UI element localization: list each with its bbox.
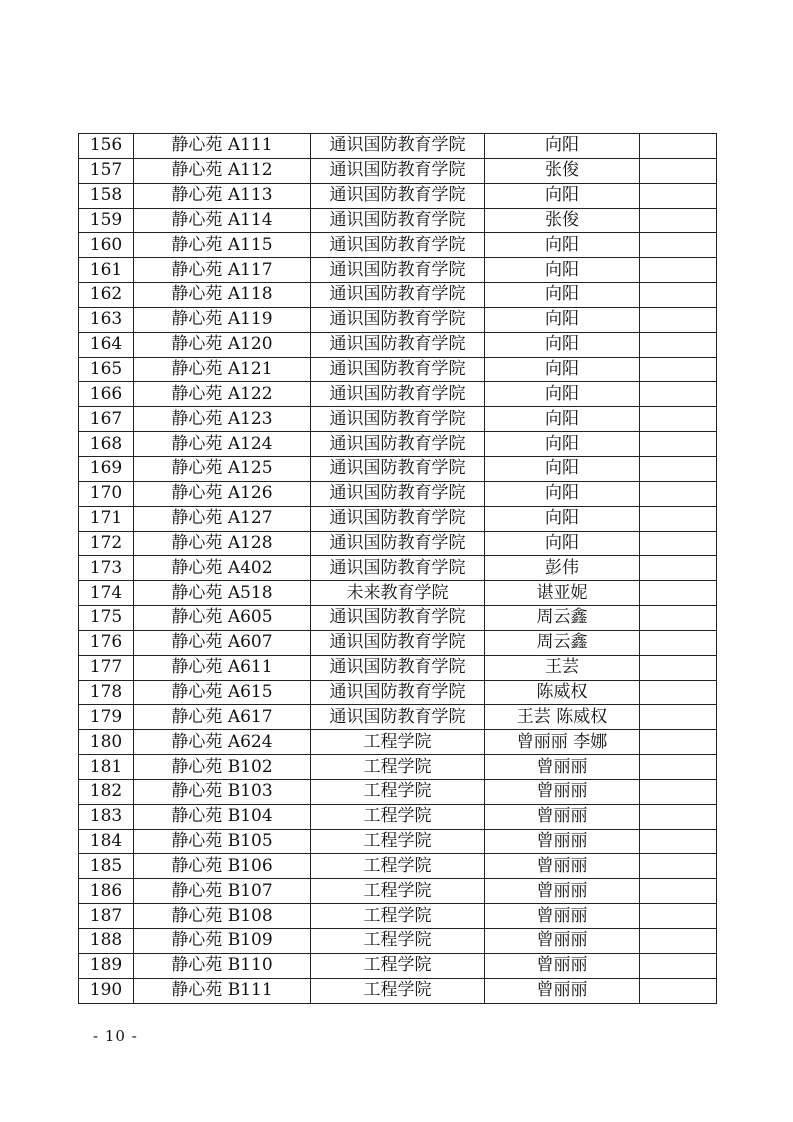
- row-number-cell: 169: [79, 456, 134, 481]
- row-number-cell: 171: [79, 506, 134, 531]
- person-cell: 曾丽丽: [485, 804, 640, 829]
- room-cell: 静心苑 A611: [134, 655, 311, 680]
- college-cell: 工程学院: [311, 904, 485, 929]
- note-cell: [640, 929, 717, 954]
- note-cell: [640, 829, 717, 854]
- college-cell: 工程学院: [311, 829, 485, 854]
- row-number-cell: 184: [79, 829, 134, 854]
- table-row: [79, 158, 717, 183]
- room-cell: 静心苑 A124: [134, 432, 311, 457]
- row-number-cell: 164: [79, 332, 134, 357]
- college-cell: 工程学院: [311, 929, 485, 954]
- row-number-cell: 187: [79, 904, 134, 929]
- room-cell: 静心苑 A617: [134, 705, 311, 730]
- person-cell: 曾丽丽: [485, 978, 640, 1003]
- college-cell: 通识国防教育学院: [311, 357, 485, 382]
- person-cell: 向阳: [485, 456, 640, 481]
- college-cell: 通识国防教育学院: [311, 680, 485, 705]
- dormitory-assignment-table: [78, 133, 717, 1004]
- room-cell: 静心苑 A122: [134, 382, 311, 407]
- person-cell: 向阳: [485, 407, 640, 432]
- college-cell: 工程学院: [311, 879, 485, 904]
- college-cell: 通识国防教育学院: [311, 606, 485, 631]
- note-cell: [640, 481, 717, 506]
- note-cell: [640, 233, 717, 258]
- college-cell: 工程学院: [311, 755, 485, 780]
- person-cell: 曾丽丽: [485, 929, 640, 954]
- row-number-cell: 167: [79, 407, 134, 432]
- room-cell: 静心苑 A624: [134, 730, 311, 755]
- person-cell: 向阳: [485, 332, 640, 357]
- college-cell: 通识国防教育学院: [311, 432, 485, 457]
- person-cell: 曾丽丽: [485, 755, 640, 780]
- table-row: [79, 357, 717, 382]
- table-row: [79, 258, 717, 283]
- room-cell: 静心苑 B106: [134, 854, 311, 879]
- college-cell: 工程学院: [311, 804, 485, 829]
- person-cell: 向阳: [485, 481, 640, 506]
- table-row: [79, 134, 717, 159]
- college-cell: 通识国防教育学院: [311, 283, 485, 308]
- table-row: [79, 481, 717, 506]
- row-number-cell: 170: [79, 481, 134, 506]
- note-cell: [640, 680, 717, 705]
- college-cell: 通识国防教育学院: [311, 307, 485, 332]
- person-cell: 彭伟: [485, 556, 640, 581]
- room-cell: 静心苑 B110: [134, 953, 311, 978]
- note-cell: [640, 456, 717, 481]
- person-cell: 向阳: [485, 357, 640, 382]
- person-cell: 曾丽丽 李娜: [485, 730, 640, 755]
- row-number-cell: 162: [79, 283, 134, 308]
- table-row: [79, 804, 717, 829]
- college-cell: 通识国防教育学院: [311, 332, 485, 357]
- room-cell: 静心苑 A402: [134, 556, 311, 581]
- note-cell: [640, 854, 717, 879]
- table-row: [79, 655, 717, 680]
- college-cell: 通识国防教育学院: [311, 556, 485, 581]
- college-cell: 未来教育学院: [311, 581, 485, 606]
- table-row: [79, 606, 717, 631]
- room-cell: 静心苑 A119: [134, 307, 311, 332]
- note-cell: [640, 879, 717, 904]
- note-cell: [640, 904, 717, 929]
- note-cell: [640, 332, 717, 357]
- room-cell: 静心苑 A111: [134, 134, 311, 159]
- table-row: [79, 953, 717, 978]
- table-row: [79, 630, 717, 655]
- person-cell: 周云鑫: [485, 606, 640, 631]
- note-cell: [640, 283, 717, 308]
- table-row: [79, 531, 717, 556]
- table-row: [79, 854, 717, 879]
- person-cell: 曾丽丽: [485, 854, 640, 879]
- row-number-cell: 179: [79, 705, 134, 730]
- row-number-cell: 176: [79, 630, 134, 655]
- row-number-cell: 186: [79, 879, 134, 904]
- person-cell: 曾丽丽: [485, 904, 640, 929]
- person-cell: 向阳: [485, 506, 640, 531]
- room-cell: 静心苑 B102: [134, 755, 311, 780]
- row-number-cell: 185: [79, 854, 134, 879]
- college-cell: 通识国防教育学院: [311, 456, 485, 481]
- room-cell: 静心苑 B107: [134, 879, 311, 904]
- room-cell: 静心苑 B104: [134, 804, 311, 829]
- college-cell: 通识国防教育学院: [311, 655, 485, 680]
- room-cell: 静心苑 B109: [134, 929, 311, 954]
- college-cell: 通识国防教育学院: [311, 233, 485, 258]
- page-number: - 10 -: [93, 1027, 138, 1045]
- college-cell: 工程学院: [311, 730, 485, 755]
- person-cell: 向阳: [485, 432, 640, 457]
- note-cell: [640, 655, 717, 680]
- room-cell: 静心苑 A128: [134, 531, 311, 556]
- note-cell: [640, 357, 717, 382]
- college-cell: 通识国防教育学院: [311, 481, 485, 506]
- college-cell: 工程学院: [311, 953, 485, 978]
- row-number-cell: 172: [79, 531, 134, 556]
- table-row: [79, 581, 717, 606]
- table-row: [79, 879, 717, 904]
- note-cell: [640, 382, 717, 407]
- note-cell: [640, 606, 717, 631]
- person-cell: 曾丽丽: [485, 779, 640, 804]
- college-cell: 通识国防教育学院: [311, 407, 485, 432]
- note-cell: [640, 158, 717, 183]
- table-row: [79, 208, 717, 233]
- table-row: [79, 929, 717, 954]
- college-cell: 通识国防教育学院: [311, 258, 485, 283]
- person-cell: 谌亚妮: [485, 581, 640, 606]
- room-cell: 静心苑 A114: [134, 208, 311, 233]
- row-number-cell: 173: [79, 556, 134, 581]
- room-cell: 静心苑 A126: [134, 481, 311, 506]
- note-cell: [640, 581, 717, 606]
- row-number-cell: 190: [79, 978, 134, 1003]
- note-cell: [640, 134, 717, 159]
- room-cell: 静心苑 A125: [134, 456, 311, 481]
- row-number-cell: 175: [79, 606, 134, 631]
- person-cell: 曾丽丽: [485, 879, 640, 904]
- row-number-cell: 156: [79, 134, 134, 159]
- college-cell: 工程学院: [311, 854, 485, 879]
- college-cell: 通识国防教育学院: [311, 705, 485, 730]
- room-cell: 静心苑 A127: [134, 506, 311, 531]
- college-cell: 通识国防教育学院: [311, 158, 485, 183]
- table-row: [79, 183, 717, 208]
- person-cell: 王芸 陈威权: [485, 705, 640, 730]
- college-cell: 通识国防教育学院: [311, 134, 485, 159]
- room-cell: 静心苑 A113: [134, 183, 311, 208]
- row-number-cell: 174: [79, 581, 134, 606]
- person-cell: 向阳: [485, 382, 640, 407]
- room-cell: 静心苑 A120: [134, 332, 311, 357]
- room-cell: 静心苑 B105: [134, 829, 311, 854]
- room-cell: 静心苑 A118: [134, 283, 311, 308]
- table-row: [79, 705, 717, 730]
- row-number-cell: 158: [79, 183, 134, 208]
- table-row: [79, 829, 717, 854]
- note-cell: [640, 307, 717, 332]
- college-cell: 工程学院: [311, 779, 485, 804]
- person-cell: 王芸: [485, 655, 640, 680]
- note-cell: [640, 705, 717, 730]
- person-cell: 周云鑫: [485, 630, 640, 655]
- note-cell: [640, 730, 717, 755]
- person-cell: 向阳: [485, 183, 640, 208]
- person-cell: 向阳: [485, 258, 640, 283]
- person-cell: 陈威权: [485, 680, 640, 705]
- table-row: [79, 755, 717, 780]
- table-row: [79, 978, 717, 1003]
- table-body: [79, 134, 717, 1004]
- person-cell: 向阳: [485, 531, 640, 556]
- note-cell: [640, 779, 717, 804]
- table-row: [79, 779, 717, 804]
- row-number-cell: 157: [79, 158, 134, 183]
- room-cell: 静心苑 A607: [134, 630, 311, 655]
- note-cell: [640, 630, 717, 655]
- note-cell: [640, 531, 717, 556]
- note-cell: [640, 755, 717, 780]
- table-row: [79, 332, 717, 357]
- person-cell: 张俊: [485, 208, 640, 233]
- person-cell: 曾丽丽: [485, 829, 640, 854]
- person-cell: 曾丽丽: [485, 953, 640, 978]
- row-number-cell: 163: [79, 307, 134, 332]
- row-number-cell: 166: [79, 382, 134, 407]
- college-cell: 通识国防教育学院: [311, 506, 485, 531]
- note-cell: [640, 953, 717, 978]
- note-cell: [640, 506, 717, 531]
- person-cell: 向阳: [485, 307, 640, 332]
- row-number-cell: 180: [79, 730, 134, 755]
- table-row: [79, 904, 717, 929]
- room-cell: 静心苑 A112: [134, 158, 311, 183]
- row-number-cell: 168: [79, 432, 134, 457]
- room-cell: 静心苑 A518: [134, 581, 311, 606]
- table-row: [79, 233, 717, 258]
- college-cell: 通识国防教育学院: [311, 382, 485, 407]
- room-cell: 静心苑 A615: [134, 680, 311, 705]
- table-row: [79, 407, 717, 432]
- room-cell: 静心苑 A121: [134, 357, 311, 382]
- room-cell: 静心苑 A117: [134, 258, 311, 283]
- table-row: [79, 556, 717, 581]
- note-cell: [640, 432, 717, 457]
- table-row: [79, 506, 717, 531]
- room-cell: 静心苑 A605: [134, 606, 311, 631]
- table-row: [79, 456, 717, 481]
- table-row: [79, 730, 717, 755]
- college-cell: 通识国防教育学院: [311, 183, 485, 208]
- college-cell: 工程学院: [311, 978, 485, 1003]
- row-number-cell: 159: [79, 208, 134, 233]
- note-cell: [640, 804, 717, 829]
- row-number-cell: 178: [79, 680, 134, 705]
- note-cell: [640, 208, 717, 233]
- person-cell: 向阳: [485, 283, 640, 308]
- row-number-cell: 161: [79, 258, 134, 283]
- table-row: [79, 307, 717, 332]
- person-cell: 张俊: [485, 158, 640, 183]
- room-cell: 静心苑 B103: [134, 779, 311, 804]
- person-cell: 向阳: [485, 233, 640, 258]
- college-cell: 通识国防教育学院: [311, 208, 485, 233]
- row-number-cell: 189: [79, 953, 134, 978]
- college-cell: 通识国防教育学院: [311, 531, 485, 556]
- row-number-cell: 183: [79, 804, 134, 829]
- table-row: [79, 382, 717, 407]
- table-row: [79, 680, 717, 705]
- college-cell: 通识国防教育学院: [311, 630, 485, 655]
- room-cell: 静心苑 A123: [134, 407, 311, 432]
- note-cell: [640, 978, 717, 1003]
- row-number-cell: 188: [79, 929, 134, 954]
- note-cell: [640, 556, 717, 581]
- table-row: [79, 432, 717, 457]
- row-number-cell: 181: [79, 755, 134, 780]
- row-number-cell: 160: [79, 233, 134, 258]
- row-number-cell: 177: [79, 655, 134, 680]
- room-cell: 静心苑 B111: [134, 978, 311, 1003]
- table-row: [79, 283, 717, 308]
- note-cell: [640, 258, 717, 283]
- row-number-cell: 165: [79, 357, 134, 382]
- note-cell: [640, 407, 717, 432]
- room-cell: 静心苑 A115: [134, 233, 311, 258]
- person-cell: 向阳: [485, 134, 640, 159]
- room-cell: 静心苑 B108: [134, 904, 311, 929]
- note-cell: [640, 183, 717, 208]
- row-number-cell: 182: [79, 779, 134, 804]
